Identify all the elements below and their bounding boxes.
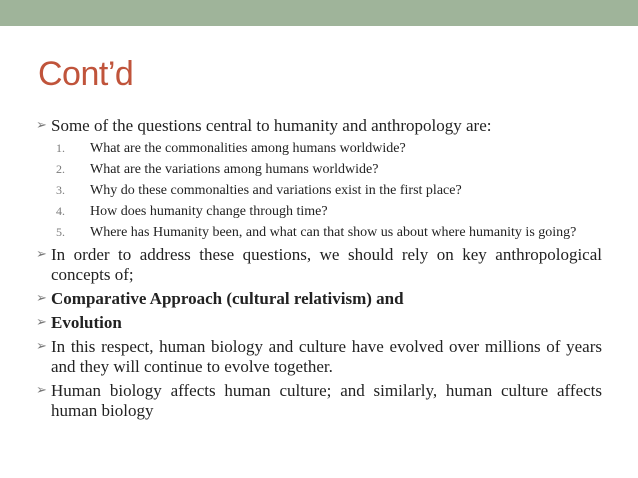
top-band bbox=[0, 0, 638, 26]
question-item bbox=[36, 224, 602, 241]
arrow-bullet-icon: ➢ bbox=[36, 315, 47, 330]
arrow-bullet-icon: ➢ bbox=[36, 247, 47, 262]
bullet-item bbox=[36, 381, 602, 421]
question-item bbox=[36, 203, 602, 220]
question-number: 2. bbox=[56, 162, 65, 176]
slide-title: Cont’d bbox=[38, 55, 134, 93]
question-item bbox=[36, 140, 602, 157]
bullet-text: Comparative Approach (cultural relativism) and bbox=[51, 289, 404, 308]
bullet-item bbox=[36, 337, 602, 377]
question-number: 3. bbox=[56, 183, 65, 197]
bullet-item bbox=[36, 245, 602, 285]
question-text: What are the variations among humans worldwide? bbox=[90, 162, 379, 177]
arrow-bullet-icon: ➢ bbox=[36, 383, 47, 398]
question-text: How does humanity change through time? bbox=[90, 204, 328, 219]
bullet-item bbox=[36, 313, 602, 333]
bullet-item bbox=[36, 289, 602, 309]
arrow-bullet-icon: ➢ bbox=[36, 291, 47, 306]
arrow-bullet-icon: ➢ bbox=[36, 118, 47, 133]
questions-list bbox=[36, 140, 602, 241]
question-number: 4. bbox=[56, 204, 65, 218]
arrow-bullet-icon: ➢ bbox=[36, 339, 47, 354]
bullet-text: Human biology affects human culture; and similarly, human culture affects human biology bbox=[51, 381, 602, 420]
question-text: What are the commonalities among humans worldwide? bbox=[90, 141, 406, 156]
bullet-text: In order to address these questions, we should rely on key anthropological concepts of; bbox=[51, 245, 602, 284]
question-text: Where has Humanity been, and what can that show us about where humanity is going? bbox=[90, 225, 577, 240]
bullet-text: In this respect, human biology and culture have evolved over millions of years and they will continue to evolve together. bbox=[51, 337, 602, 376]
intro-bullet bbox=[36, 116, 602, 136]
intro-text: Some of the questions central to humanity and anthropology are: bbox=[51, 116, 492, 135]
question-number: 1. bbox=[56, 141, 65, 155]
question-text: Why do these commonalties and variations exist in the first place? bbox=[90, 183, 462, 198]
question-item bbox=[36, 182, 602, 199]
bullet-text: Evolution bbox=[51, 313, 122, 332]
question-item bbox=[36, 161, 602, 178]
question-number: 5. bbox=[56, 225, 65, 239]
slide-content bbox=[36, 116, 602, 425]
